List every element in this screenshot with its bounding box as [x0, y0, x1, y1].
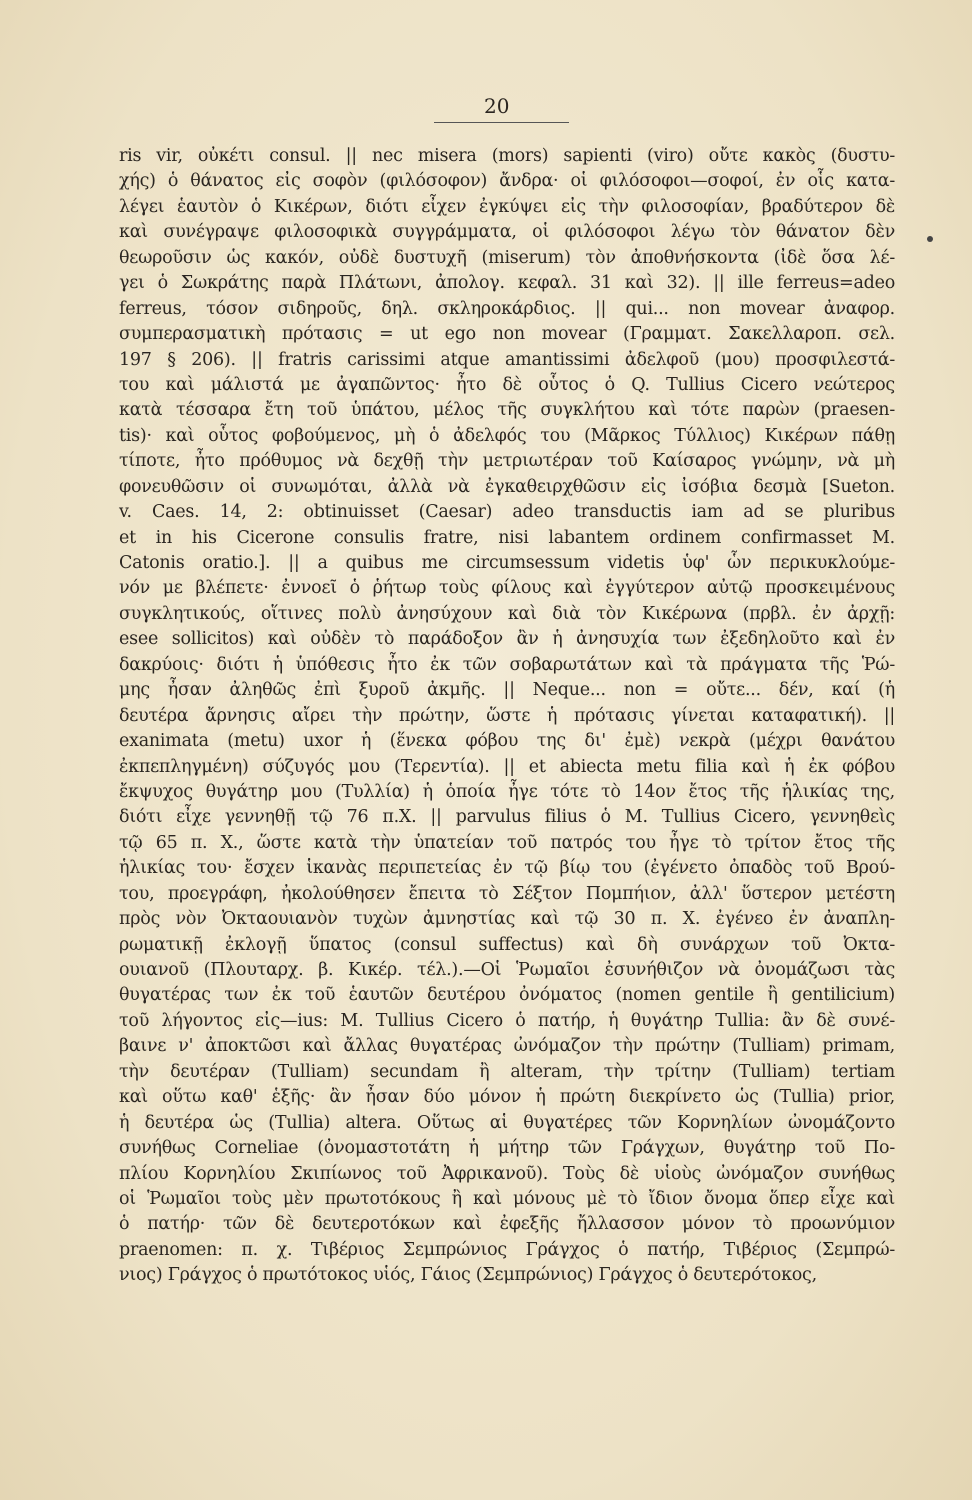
text-line: τὴν δευτέραν (Tulliam) secundam ἢ alteram, τὴν τρίτην (Tulliam) tertiam [119, 1061, 895, 1082]
text-line: τῷ 65 π. Χ., ὥστε κατὰ τὴν ὑπατείαν τοῦ πατρός του ἦγε τὸ τρίτον ἔτος τῆς [119, 832, 895, 853]
text-line: του καὶ μάλιστά με ἀγαπῶντος· ἦτο δὲ οὗτος ὁ Q. Tullius Cicero νεώτερος [119, 374, 895, 395]
text-line: ἡλικίας του· ἔσχεν ἱκανὰς περιπετείας ἐν τῷ βίῳ του (ἐγένετο ὀπαδὸς τοῦ Βρού- [119, 858, 895, 879]
text-line: ρωματικῇ ἐκλογῇ ὕπατος (consul suffectus) καὶ δὴ συνάρχων τοῦ Ὀκτα- [119, 934, 895, 955]
text-line: πλίου Κορνηλίου Σκιπίωνος τοῦ Ἀφρικανοῦ). Τοὺς δὲ υἱοὺς ὠνόμαζον συνήθως [119, 1163, 895, 1184]
text-line: καὶ συνέγραψε φιλοσοφικὰ συγγράμματα, οἱ φιλόσοφοι λέγω τὸν θάνατον δὲν [119, 222, 895, 243]
text-line: λέγει ἑαυτὸν ὁ Κικέρων, διότι εἶχεν ἐγκύψει εἰς τὴν φιλοσοφίαν, βραδύτερον δὲ [119, 196, 895, 217]
page-number: 20 [484, 94, 510, 118]
text-line: tis)· καὶ οὗτος φοβούμενος, μὴ ὁ ἀδελφός του (Μᾶρκος Τύλλιος) Κικέρων πάθῃ [119, 425, 895, 446]
text-line: ὁ πατήρ· τῶν δὲ δευτεροτόκων καὶ ἐφεξῆς ἤλλασσον μόνον τὸ προωνύμιον [119, 1214, 895, 1235]
text-line: διότι εἶχε γεννηθῇ τῷ 76 π.Χ. || parvulus filius ὁ M. Tullius Cicero, γεννηθεὶς [119, 807, 895, 828]
text-line: Catonis oratio.]. || a quibus me circumsessum videtis ὑφ' ὧν περικυκλούμε- [119, 553, 895, 573]
text-line: ris vir, οὐκέτι consul. || nec misera (mors) sapienti (viro) οὔτε κακὸς (δυστυ- [119, 146, 895, 166]
text-line: v. Caes. 14, 2: obtinuisset (Caesar) adeo transductis iam ad se pluribus [119, 502, 895, 523]
text-line: ἡ δευτέρα ὡς (Tullia) altera. Οὕτως αἱ θυγατέρες τῶν Κορνηλίων ὠνομάζοντο [119, 1112, 895, 1133]
text-line: του, προεγράφη, ἠκολούθησεν ἔπειτα τὸ Σέξτον Πομπήιον, ἀλλ' ὕστερον μετέστη [119, 883, 895, 904]
text-line: οἱ Ῥωμαῖοι τοὺς μὲν πρωτοτόκους ἢ καὶ μόνους μὲ τὸ ἴδιον ὄνομα ὅπερ εἶχε καὶ [119, 1188, 895, 1209]
text-line: θεωροῦσιν ὡς κακόν, οὐδὲ δυστυχῆ (miserum) τὸν ἀποθνήσκοντα (ἰδὲ ὅσα λέ- [119, 247, 895, 268]
text-line: νιος) Γράγχος ὁ πρωτότοκος υἱός, Γάιος (Σεμπρώνιος) Γράγχος ὁ δευτερότοκος, [119, 1265, 817, 1286]
text-line: ferreus, τόσον σιδηροῦς, δηλ. σκληροκάρδιος. || qui... non movear ἀναφορ. [119, 298, 895, 319]
text-line: συμπερασματικὴ πρότασις = ut ego non movear (Γραμματ. Σακελλαροπ. σελ. [119, 324, 895, 345]
text-line: τοῦ λήγοντος εἰς—ius: M. Tullius Cicero ὁ πατήρ, ἡ θυγάτηρ Tullia: ἂν δὲ συνέ- [119, 1010, 895, 1031]
text-line: χής) ὁ θάνατος εἰς σοφὸν (φιλόσοφον) ἄνδρα· οἱ φιλόσοφοι—σοφοί, ἐν οἷς κατα- [119, 171, 895, 192]
text-line: συνήθως Corneliae (ὀνομαστοτάτη ἡ μήτηρ τῶν Γράγχων, θυγάτηρ τοῦ Πο- [119, 1138, 895, 1159]
text-line: 197 § 206). || fratris carissimi atque amantissimi ἀδελφοῦ (μου) προσφιλεστά- [119, 349, 895, 370]
text-line: praenomen: π. χ. Τιβέριος Σεμπρώνιος Γράγχος ὁ πατήρ, Τιβέριος (Σεμπρώ- [119, 1239, 895, 1260]
text-line: exanimata (metu) uxor ἡ (ἕνεκα φόβου της δι' ἐμὲ) νεκρὰ (μέχρι θανάτου [119, 731, 895, 752]
text-line: esee sollicitos) καὶ οὐδὲν τὸ παράδοξον ἂν ἡ ἀνησυχία των ἐξεδηλοῦτο καὶ ἐν [119, 629, 895, 650]
header-rule [434, 122, 569, 123]
margin-dot-mark [927, 236, 933, 242]
text-line: et in his Cicerone consulis fratre, nisi labantem ordinem confirmasset M. [119, 527, 895, 548]
text-line: μης ἦσαν ἀληθῶς ἐπὶ ξυροῦ ἀκμῆς. || Neque... non = οὔτε... δέν, καί (ἡ [119, 680, 895, 701]
text-line: γει ὁ Σωκράτης παρὰ Πλάτωνι, ἀπολογ. κεφαλ. 31 καὶ 32). || ille ferreus=adeo [119, 273, 895, 294]
text-line: βαινε ν' ἀποκτῶσι καὶ ἄλλας θυγατέρας ὠνόμαζον τὴν πρώτην (Tulliam) primam, [119, 1036, 895, 1057]
text-line: δευτέρα ἄρνησις αἴρει τὴν πρώτην, ὥστε ἡ πρότασις γίνεται καταφατική). || [119, 705, 895, 726]
text-line: νόν με βλέπετε· ἐννοεῖ ὁ ῥήτωρ τοὺς φίλους καὶ ἐγγύτερον αὐτῷ προσκειμένους [119, 578, 895, 599]
text-line: ἐκπεπληγμένη) σύζυγός μου (Τερεντία). || et abiecta metu filia καὶ ἡ ἐκ φόβου [119, 756, 895, 777]
text-line: πρὸς νὸν Ὀκταουιανὸν τυχὼν ἀμνηστίας καὶ τῷ 30 π. Χ. ἐγένεο ἐν ἀναπλη- [119, 909, 895, 930]
text-line: ουιανοῦ (Πλουταρχ. β. Κικέρ. τέλ.).—Οἱ Ῥωμαῖοι ἐσυνήθιζον νὰ ὀνομάζωσι τὰς [119, 960, 895, 980]
text-line: φονευθῶσιν οἱ συνωμόται, ἀλλὰ νὰ ἐγκαθειρχθῶσιν εἰς ἰσόβια δεσμὰ [Sueton. [119, 476, 895, 497]
text-line: τίποτε, ἦτο πρόθυμος νὰ δεχθῇ τὴν μετριωτέραν τοῦ Καίσαρος γνώμην, νὰ μὴ [119, 451, 895, 472]
text-line: καὶ οὕτω καθ' ἑξῆς· ἂν ἦσαν δύο μόνον ἡ πρώτη διεκρίνετο ὡς (Tullia) prior, [119, 1087, 895, 1108]
text-line: δακρύοις· διότι ἡ ὑπόθεσις ἦτο ἐκ τῶν σοβαρωτάτων καὶ τὰ πράγματα τῆς Ῥώ- [119, 654, 895, 675]
text-line: ἔκψυχος θυγάτηρ μου (Τυλλία) ἡ ὁποία ἦγε τότε τὸ 14ον ἔτος τῆς ἡλικίας της, [119, 781, 895, 802]
text-line: κατὰ τέσσαρα ἔτη τοῦ ὑπάτου, μέλος τῆς συγκλήτου καὶ τότε παρὼν (praesen- [119, 400, 895, 421]
text-line: συγκλητικούς, οἵτινες πολὺ ἀνησύχουν καὶ διὰ τὸν Κικέρωνα (πρβλ. ἐν ἀρχῇ: [119, 603, 895, 624]
text-line: θυγατέρας των ἐκ τοῦ ἑαυτῶν δευτέρου ὀνόματος (nomen gentile ἢ gentilicium) [119, 985, 895, 1006]
commentary-text [119, 144, 895, 1289]
